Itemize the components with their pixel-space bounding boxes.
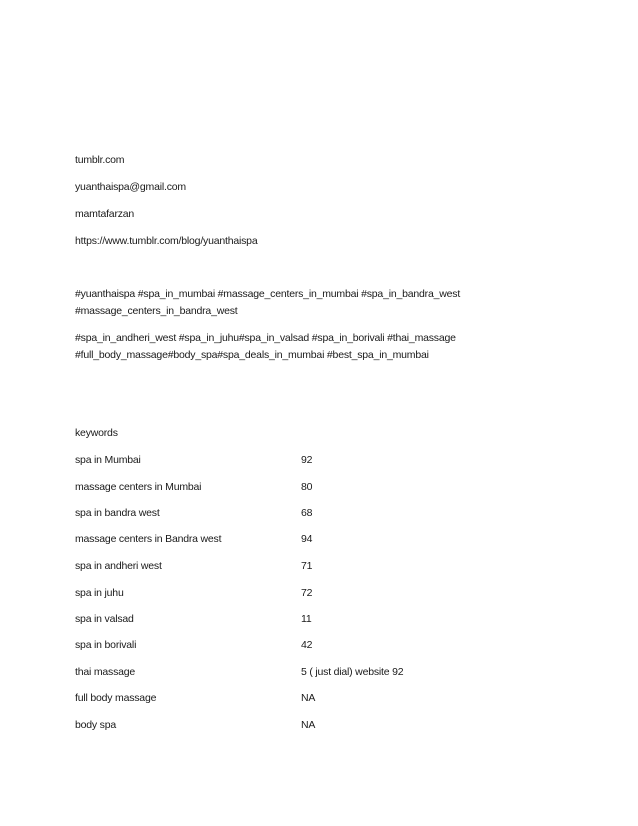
keyword-name: spa in bandra west — [75, 507, 160, 519]
keyword-value: 72 — [301, 587, 313, 599]
keyword-name: massage centers in Mumbai — [75, 481, 202, 493]
blog-url: https://www.tumblr.com/blog/yuanthaispa — [75, 235, 258, 247]
keyword-name: body spa — [75, 719, 117, 731]
username: mamtafarzan — [75, 208, 135, 220]
keyword-name: spa in Mumbai — [75, 454, 141, 466]
keyword-name: spa in andheri west — [75, 560, 162, 572]
keyword-value: 42 — [301, 639, 313, 651]
keywords-heading: keywords — [75, 427, 118, 439]
email-address: yuanthaispa@gmail.com — [75, 181, 186, 193]
keyword-name: spa in borivali — [75, 639, 137, 651]
keyword-name: full body massage — [75, 692, 157, 704]
keyword-name: spa in juhu — [75, 587, 124, 599]
keyword-name: thai massage — [75, 666, 136, 678]
keyword-value: 92 — [301, 454, 313, 466]
hashtags-line-2: #massage_centers_in_bandra_west — [75, 305, 238, 317]
keyword-value: NA — [301, 692, 316, 704]
hashtags-line-4: #full_body_massage#body_spa#spa_deals_in_mumbai #best_spa_in_mumbai — [75, 349, 429, 361]
keyword-value: 94 — [301, 533, 313, 545]
keyword-value: NA — [301, 719, 316, 731]
hashtags-line-3: #spa_in_andheri_west #spa_in_juhu#spa_in_valsad #spa_in_borivali #thai_massage — [75, 332, 456, 344]
site-name: tumblr.com — [75, 154, 125, 166]
keyword-value: 5 ( just dial) website 92 — [301, 666, 404, 678]
keyword-name: spa in valsad — [75, 613, 134, 625]
keyword-value: 71 — [301, 560, 313, 572]
keyword-name: massage centers in Bandra west — [75, 533, 222, 545]
keyword-value: 80 — [301, 481, 313, 493]
keyword-value: 68 — [301, 507, 313, 519]
keyword-value: 11 — [301, 613, 312, 625]
hashtags-line-1: #yuanthaispa #spa_in_mumbai #massage_centers_in_mumbai #spa_in_bandra_west — [75, 288, 461, 300]
